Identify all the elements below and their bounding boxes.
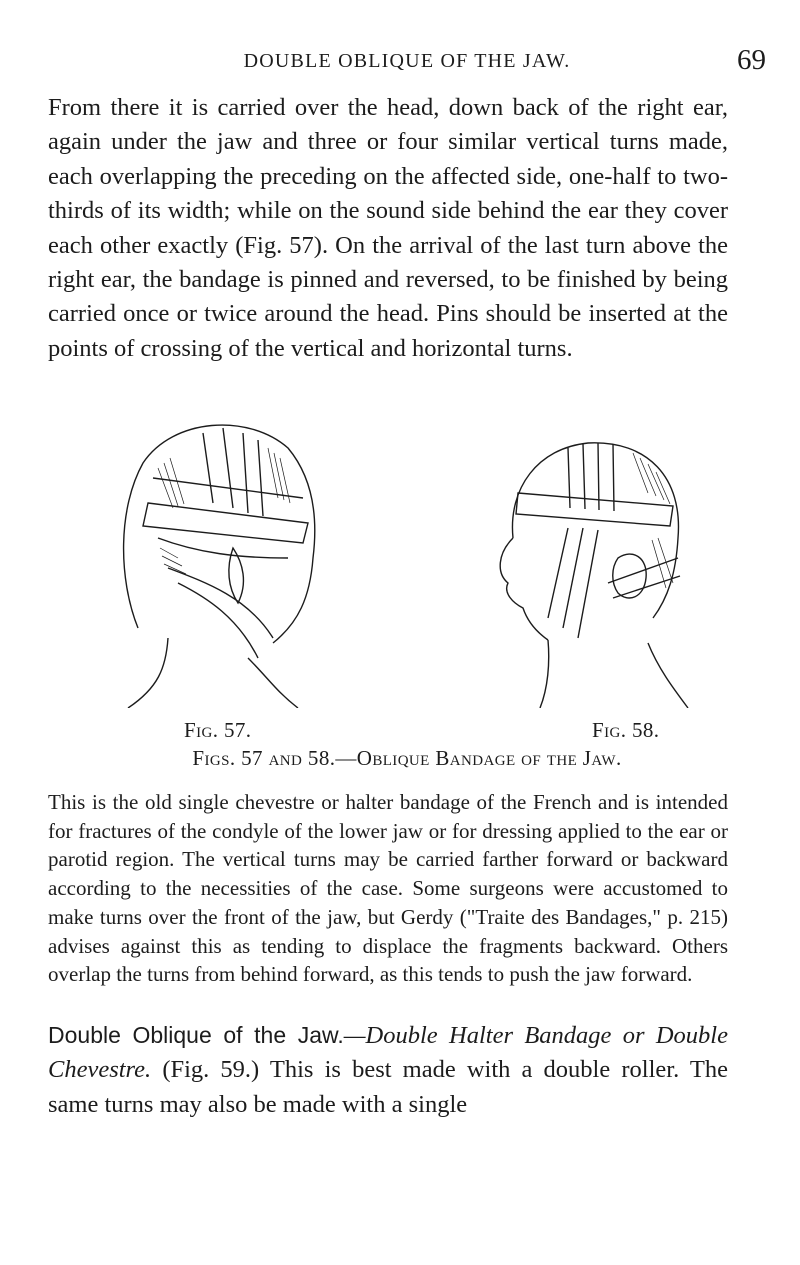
body-paragraph-3 [48,1018,728,1122]
figure-caption: Figs. 57 and 58.—Oblique Bandage of the Jaw. [192,746,622,770]
page-header [48,44,766,86]
fig-58-label: Fig. 58. [592,718,660,742]
figures-illustration [98,408,720,708]
running-head: DOUBLE OBLIQUE OF THE JAW. [243,50,571,72]
section-body-text: (Fig. 59.) This is best made with a double roller. The same turns may also be made with a single [48,1056,728,1118]
fig-57-label: Fig. 57. [184,718,252,742]
fig-58-illustration [468,408,700,708]
section-heading-double-oblique: Double Oblique [48,1022,212,1048]
body-paragraph-2: This is the old single chevestre or halter bandage of the French and is intended for fractures of the condyle of the lower jaw or for dressing applied to the ear or parotid region. The vertical turns may be carried farther forward or backward according to the necessities of the case. Some surgeons were accustomed to make turns over the front of the jaw, but Gerdy ("Traite des Bandages," p. 215) advises against this as tending to displace the fragments backward. Others overlap the turns from behind forward, as this tends to push the jaw forward. [48,790,728,987]
fig-57-illustration [98,408,338,708]
section-heading-of-the-jaw: of the Jaw. [211,1022,344,1048]
page-number: 69 [737,44,766,76]
section-subtitle: —Double Halter Bandage or Double Chevestre. [48,1022,728,1084]
body-paragraph-1: From there it is carried over the head, down back of the right ear, again under the jaw and three or four similar vertical turns made, each overlapping the preceding on the affected side, one-half to two-thirds of its width; while on the sound side behind the ear they cover each other exactly (Fig. 57). On the arrival of the last turn above the right ear, the bandage is pinned and reversed, to be finished by being carried once or twice around the head. Pins should be inserted at the points of crossing of the vertical and horizontal turns. [48,94,728,362]
